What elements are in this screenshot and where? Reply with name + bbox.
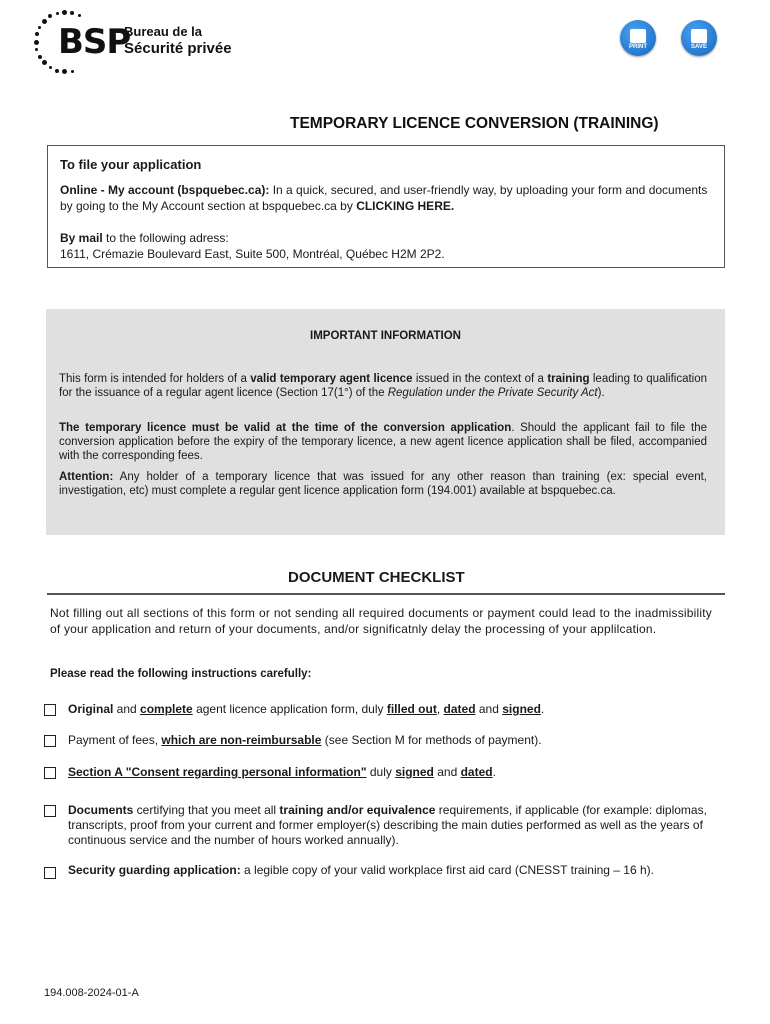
mail-label: By mail	[60, 231, 103, 245]
item1-t1: and	[113, 702, 141, 716]
item3-t3: .	[492, 765, 496, 779]
logo-dot	[70, 11, 74, 15]
file-heading: To file your application	[60, 157, 202, 172]
logo-dot	[62, 69, 67, 74]
logo-dot	[42, 60, 47, 65]
logo-dot	[78, 14, 81, 17]
logo-dot	[56, 12, 59, 15]
printer-icon	[630, 29, 646, 43]
item1-signed: signed	[502, 702, 541, 716]
logo-dot	[38, 26, 41, 29]
logo-dot	[49, 66, 52, 69]
logo-dot	[35, 32, 39, 36]
p1-regulation-title: Regulation under the Private Security Act	[387, 387, 598, 399]
checklist-item-2-text	[68, 733, 711, 748]
item4-training: training and/or equivalence	[279, 803, 436, 817]
item1-filled-out: filled out	[386, 702, 437, 716]
floppy-disk-icon	[691, 29, 707, 43]
item1-t3: ,	[436, 702, 444, 716]
online-label: Online - My account (bspquebec.ca):	[60, 183, 270, 197]
p1-text: This form is intended for holders of a	[59, 373, 251, 385]
item1-t4: and	[475, 702, 503, 716]
checklist-title: DOCUMENT CHECKLIST	[288, 569, 465, 586]
item3-dated: dated	[460, 765, 493, 779]
item3-signed: signed	[395, 765, 434, 779]
p1-text-2: issued in the context of a	[412, 373, 548, 385]
info-paragraph-1	[59, 372, 707, 400]
checkbox-item-1[interactable]	[44, 704, 56, 716]
item4-t1: certifying that you meet all	[133, 803, 280, 817]
checklist-item-1-text	[68, 702, 711, 717]
item1-t5: .	[540, 702, 545, 716]
logo-dot	[55, 69, 59, 73]
mail-paragraph	[60, 230, 720, 246]
item5-security: Security guarding application:	[68, 863, 241, 877]
logo-dot	[35, 48, 38, 51]
logo-dot	[48, 14, 52, 18]
mail-text: to the following adress:	[102, 231, 229, 245]
clicking-here-link[interactable]: CLICKING HERE.	[356, 199, 455, 213]
item2-non-reimbursable: which are non-reimbursable	[161, 733, 322, 747]
item3-t1: duly	[366, 765, 396, 779]
checklist-item-5-text	[68, 863, 711, 878]
save-label: SAVE	[691, 43, 707, 50]
page-title: TEMPORARY LICENCE CONVERSION (TRAINING)	[290, 115, 659, 132]
print-label: PRINT	[629, 43, 647, 50]
item1-complete: complete	[140, 702, 193, 716]
save-button[interactable]	[681, 20, 717, 60]
info-paragraph-3	[59, 470, 707, 498]
checkbox-item-2[interactable]	[44, 735, 56, 747]
checklist-divider	[47, 593, 725, 595]
p2-text: . Should the applicant fail to file the conversion application before the expiry of the temporary licence, a new agent licence application shall be filed, accompanied with the corresponding fees.	[59, 422, 707, 462]
item1-original: Original	[68, 702, 114, 716]
instructions-heading: Please read the following instructions carefully:	[50, 668, 312, 680]
file-application-box	[47, 145, 725, 268]
item2-t1: Payment of fees,	[68, 733, 162, 747]
item2-t2: (see Section M for methods of payment).	[321, 733, 542, 747]
logo-dot	[34, 40, 39, 45]
item1-t2: agent licence application form, duly	[192, 702, 387, 716]
logo-dot	[71, 70, 74, 73]
checkbox-item-3[interactable]	[44, 767, 56, 779]
mail-address: 1611, Crémazie Boulevard East, Suite 500, Montréal, Québec H2M 2P2.	[60, 247, 445, 261]
item5-t1: a legible copy of your valid workplace first aid card (CNESST training – 16 h).	[240, 863, 654, 877]
p1-bold-valid-licence: valid temporary agent licence	[250, 373, 413, 385]
item4-t2: requirements, if applicable (for example: diplomas, transcripts, proof from your current and former employer(s) describing the main duties performed as well as the years of continuous service and the number of hours worked annually).	[68, 803, 707, 847]
print-button[interactable]	[620, 20, 656, 60]
p1-text-3: leading to qualification for the issuance of a regular agent licence (Section 17(1°) of the	[59, 373, 708, 399]
logo-dot	[42, 19, 47, 24]
logo-dot	[62, 10, 67, 15]
checkbox-item-5[interactable]	[44, 867, 56, 879]
form-code: 194.008-2024-01-A	[44, 987, 139, 999]
important-heading: IMPORTANT INFORMATION	[310, 330, 461, 342]
checkbox-item-4[interactable]	[44, 805, 56, 817]
logo-line1: Bureau de la	[124, 24, 203, 39]
info-paragraph-2	[59, 421, 707, 463]
p1-text-4: ).	[597, 387, 605, 399]
p3-text: Any holder of a temporary licence that was issued for any other reason than training (ex: special event, investigation, etc) must complete a regular gent licence application form (194.001) available at bspquebec.ca.	[59, 471, 707, 497]
p2-bold: The temporary licence must be valid at the time of the conversion application	[59, 422, 512, 434]
item1-dated: dated	[443, 702, 476, 716]
p3-attention: Attention:	[59, 471, 114, 483]
item3-t2: and	[433, 765, 461, 779]
p1-bold-training: training	[547, 373, 590, 385]
logo-dot	[38, 55, 42, 59]
logo-abbr: BSP	[58, 22, 131, 62]
logo-line2: Sécurité privée	[124, 40, 232, 57]
checklist-item-4-text	[68, 803, 711, 848]
checklist-item-3-text	[68, 765, 711, 780]
item3-section-a: Section A "Consent regarding personal information"	[68, 765, 367, 779]
bsp-logo	[38, 4, 238, 80]
important-information-box	[46, 309, 725, 535]
online-paragraph	[60, 182, 720, 214]
item4-documents: Documents	[68, 803, 134, 817]
online-text: In a quick, secured, and user-friendly way, by uploading your form and documents by going to the My Account section at bspquebec.ca by	[60, 183, 708, 213]
checklist-intro: Not filling out all sections of this form or not sending all required documents or payment could lead to the inadmissibility of your application and return of your documents, and/or significatnly delay the processing of your applilcation.	[50, 606, 712, 636]
